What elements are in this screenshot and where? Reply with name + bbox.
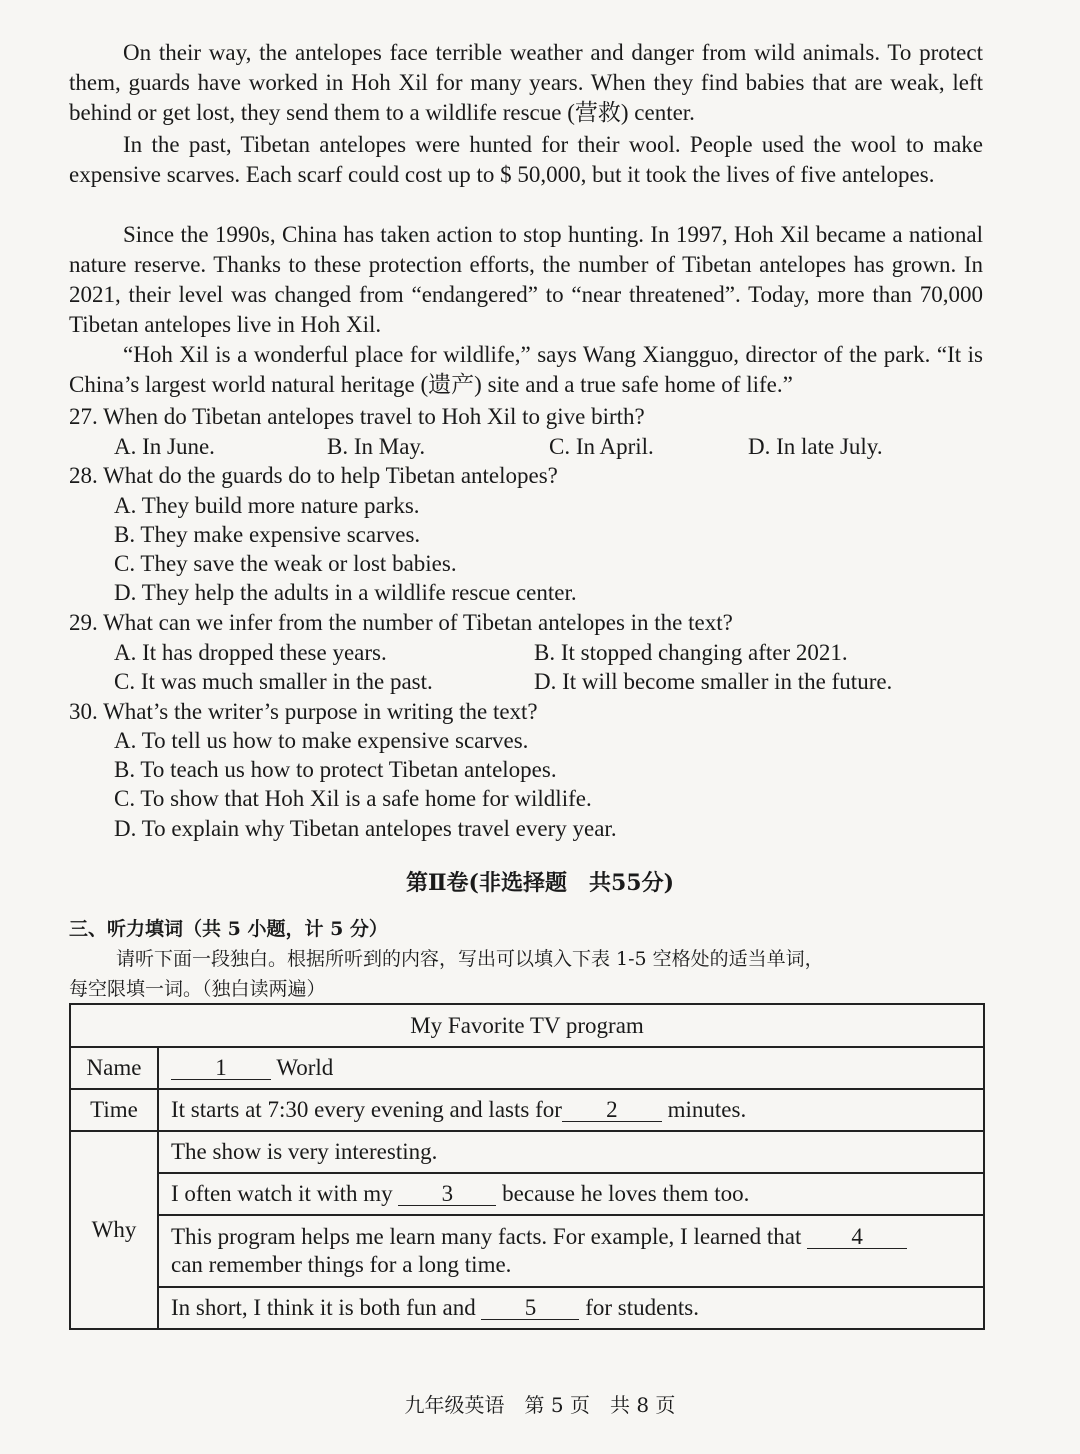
blank-1: 1 (171, 1057, 271, 1080)
table-title: My Favorite TV program (70, 1004, 984, 1047)
blank-2: 2 (562, 1099, 662, 1122)
row-label-time: Time (70, 1089, 158, 1131)
paragraph-text: Since the 1990s, China has taken action to stop hunting. In 1997, Hoh Xil became a national nature reserve. Thanks to these protection efforts, the number of Tibetan antelopes has grown. In 2021, their level was changed from “endangered” to “near threatened”. Today, more than 70,000 Tibetan antelopes live in Hoh Xil. (69, 222, 983, 337)
why-reason-3 (158, 1215, 984, 1287)
question-30-option-a: A. To tell us how to make expensive scarves. (114, 728, 529, 753)
question-28-option-a: A. They build more nature parks. (114, 493, 420, 518)
row-value-time (158, 1089, 984, 1131)
why-3-after-text: can remember things for a long time. (171, 1252, 512, 1277)
why-2-text: I often watch it with my (171, 1181, 393, 1206)
question-27-option-a: A. In June. (114, 434, 215, 459)
question-30-option-c: C. To show that Hoh Xil is a safe home for wildlife. (114, 786, 592, 811)
table-row-why-2 (70, 1173, 984, 1215)
tv-program-table (69, 1003, 985, 1330)
table-row-time (70, 1089, 984, 1131)
blank-3: 3 (398, 1183, 496, 1206)
question-28-option-d: D. They help the adults in a wildlife rescue center. (114, 580, 577, 605)
passage-paragraph-2 (69, 130, 983, 190)
part-2-heading: 第Ⅱ卷(非选择题 共55分) (406, 870, 674, 896)
passage-paragraph-1 (69, 38, 983, 128)
time-text: It starts at 7:30 every evening and lasts for (171, 1097, 562, 1122)
question-28-option-c: C. They save the weak or lost babies. (114, 551, 457, 576)
section-3-title: 三、听力填词（共 5 小题，计 5 分） (69, 918, 388, 940)
question-29-option-b: B. It stopped changing after 2021. (534, 640, 848, 665)
passage-paragraph-3 (69, 220, 983, 340)
paragraph-text: In the past, Tibetan antelopes were hunted for their wool. People used the wool to make expensive scarves. Each scarf could cost up to $ 50,000, but it took the lives of five antelopes. (69, 132, 983, 187)
question-30-stem: 30. What’s the writer’s purpose in writing the text? (69, 699, 538, 724)
table-row-name (70, 1047, 984, 1089)
blank-4: 4 (807, 1226, 907, 1249)
table-row-why-4 (70, 1287, 984, 1329)
question-27-option-c: C. In April. (549, 434, 654, 459)
name-text: World (276, 1055, 334, 1080)
row-label-why: Why (70, 1131, 158, 1329)
row-label-name: Name (70, 1047, 158, 1089)
question-27-option-d: D. In late July. (748, 434, 883, 459)
page-footer: 九年级英语 第 5 页 共 8 页 (404, 1393, 676, 1417)
table-row-why-1 (70, 1131, 984, 1173)
why-reason-2 (158, 1173, 984, 1215)
passage-paragraph-4 (69, 340, 983, 400)
table-row-why-3 (70, 1215, 984, 1287)
paragraph-text: On their way, the antelopes face terrible weather and danger from wild animals. To protect them, guards have worked in Hoh Xil for many years. When they find babies that are weak, left behind or get lost, they send them to a wildlife rescue (营救) center. (69, 40, 983, 125)
blank-5: 5 (481, 1297, 579, 1320)
row-value-name (158, 1047, 984, 1089)
question-28-option-b: B. They make expensive scarves. (114, 522, 421, 547)
question-28-stem: 28. What do the guards do to help Tibetan antelopes? (69, 463, 558, 488)
question-29-option-d: D. It will become smaller in the future. (534, 669, 893, 694)
question-29-option-a: A. It has dropped these years. (114, 640, 387, 665)
question-29-stem: 29. What can we infer from the number of Tibetan antelopes in the text? (69, 610, 733, 635)
question-29-option-c: C. It was much smaller in the past. (114, 669, 433, 694)
section-3-instruction-line-2: 每空限填一词。（独白读两遍） (69, 978, 326, 1000)
question-27-option-b: B. In May. (327, 434, 426, 459)
section-3-instruction-line-1: 请听下面一段独白。根据所听到的内容，写出可以填入下表 1-5 空格处的适当单词， (116, 948, 824, 970)
question-30-option-b: B. To teach us how to protect Tibetan antelopes. (114, 757, 557, 782)
question-30-option-d: D. To explain why Tibetan antelopes travel every year. (114, 816, 617, 841)
why-4-text: In short, I think it is both fun and (171, 1295, 476, 1320)
why-2-after-text: because he loves them too. (502, 1181, 750, 1206)
why-3-text: This program helps me learn many facts. For example, I learned that (171, 1224, 802, 1249)
why-4-after-text: for students. (585, 1295, 699, 1320)
why-reason-1: The show is very interesting. (158, 1131, 984, 1173)
paragraph-text: “Hoh Xil is a wonderful place for wildlife,” says Wang Xiangguo, director of the park. “It is China’s largest world natural heritage (遗产) site and a true safe home of life.” (69, 342, 983, 397)
question-27-stem: 27. When do Tibetan antelopes travel to Hoh Xil to give birth? (69, 404, 645, 429)
why-reason-4 (158, 1287, 984, 1329)
time-after-text: minutes. (667, 1097, 747, 1122)
